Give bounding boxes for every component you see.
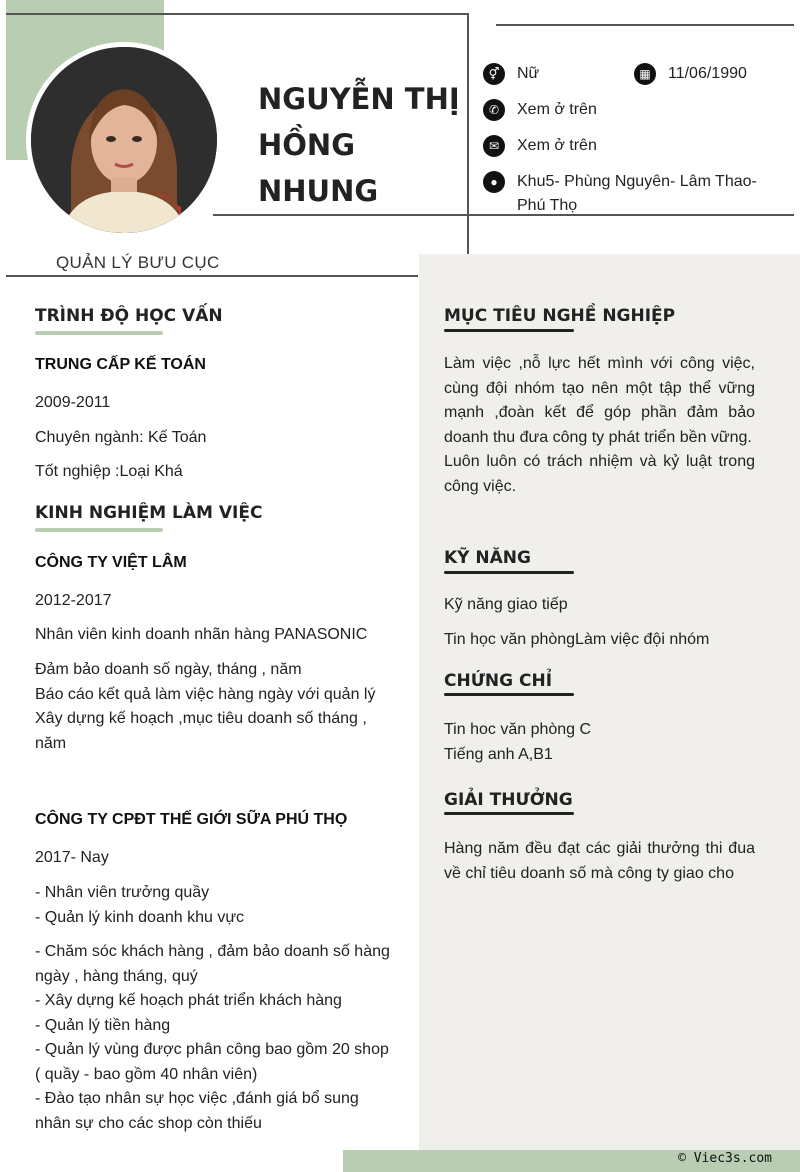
- job-2-role: - Nhân viên trưởng quầy: [35, 884, 210, 901]
- job-1-duty: Xây dựng kế hoạch ,mục tiêu doanh số tháng , năm: [35, 710, 367, 752]
- contact-email: [483, 134, 597, 158]
- objective-paragraph-2: Luôn luôn có trách nhiệm và kỷ luật trong công việc.: [444, 453, 755, 495]
- birthdate-value: 11/06/1990: [668, 65, 747, 82]
- contact-address: [483, 170, 783, 218]
- phone-icon: ✆: [483, 99, 505, 121]
- job-2-duty: - Chăm sóc khách hàng , đảm bảo doanh số hàng ngày , hàng tháng, quý: [35, 943, 390, 985]
- left-header-bottom-line: [6, 275, 418, 277]
- certificates-heading: CHỨNG CHỈ: [444, 671, 553, 691]
- header-top-line: [6, 13, 469, 15]
- objective-text: [444, 352, 755, 499]
- contact-phone: [483, 98, 597, 122]
- avatar: [26, 42, 222, 238]
- copyright-text: © Viec3s.com: [678, 1151, 772, 1166]
- contact-gender: [483, 62, 539, 86]
- job-1-duty: Đảm bảo doanh số ngày, tháng , năm: [35, 661, 302, 678]
- header-vertical-line: [467, 13, 469, 254]
- education-major: Chuyên ngành: Kế Toán: [35, 429, 207, 446]
- experience-heading: KINH NGHIỆM LÀM VIỆC: [35, 503, 263, 523]
- awards-text: Hàng năm đều đạt các giải thưởng thi đua về chỉ tiêu doanh số mà công ty giao cho: [444, 840, 755, 882]
- email-icon: ✉: [483, 135, 505, 157]
- certificate-item: Tin hoc văn phòng C: [444, 721, 592, 738]
- job-1-company: CÔNG TY VIỆT LÂM: [35, 554, 187, 571]
- objective-heading: MỤC TIÊU NGHỀ NGHIỆP: [444, 306, 676, 326]
- location-icon: ●: [483, 171, 505, 193]
- experience-underline: [35, 528, 163, 532]
- job-1-duties: [35, 658, 395, 756]
- education-grade: Tốt nghiệp :Loại Khá: [35, 463, 183, 480]
- contact-top-line: [496, 24, 794, 26]
- skill-item: Tin học văn phòngLàm việc đội nhóm: [444, 631, 710, 648]
- job-2-company: CÔNG TY CPĐT THẾ GIỚI SỮA PHÚ THỌ: [35, 811, 348, 828]
- job-2-duty: - Đào tạo nhân sự học việc ,đánh giá bổ sung nhân sự cho các shop còn thiếu: [35, 1090, 359, 1132]
- gender-icon: ⚥: [483, 63, 505, 85]
- education-period: 2009-2011: [35, 394, 111, 411]
- awards-underline: [444, 812, 574, 815]
- education-heading: TRÌNH ĐỘ HỌC VẤN: [35, 306, 223, 326]
- skills-heading: KỸ NĂNG: [444, 548, 531, 568]
- education-school: TRUNG CẤP KẾ TOÁN: [35, 356, 206, 373]
- certificate-item: Tiếng anh A,B1: [444, 745, 553, 763]
- profile-photo: [31, 47, 217, 233]
- certificates-underline: [444, 693, 574, 696]
- job-1-duty: Báo cáo kết quả làm việc hàng ngày với quản lý: [35, 685, 376, 703]
- objective-paragraph-1: Làm việc ,nỗ lực hết mình với công việc, cùng đội nhóm tạo nên một tập thể vững mạnh ,đoàn kết để góp phần đảm bảo doanh thu đưa công ty phát triển bền vững.: [444, 355, 755, 446]
- job-2-duty: - Quản lý tiền hàng: [35, 1016, 171, 1034]
- skill-item: Kỹ năng giao tiếp: [444, 596, 568, 613]
- job-2-role: - Quản lý kinh doanh khu vực: [35, 908, 245, 926]
- objective-underline: [444, 329, 574, 332]
- job-2-duties: [35, 940, 390, 1136]
- job-2-roles: [35, 881, 395, 930]
- contact-birthdate: [634, 62, 747, 86]
- phone-value: Xem ở trên: [517, 101, 597, 118]
- candidate-name: NGUYỄN THỊ HỒNG NHUNG: [258, 82, 460, 208]
- job-2-duty: - Quản lý vùng được phân công bao gồm 20 shop ( quầy - bao gồm 40 nhân viên): [35, 1041, 389, 1083]
- awards-heading: GIẢI THƯỞNG: [444, 790, 573, 810]
- job-title: QUẢN LÝ BƯU CỤC: [56, 253, 220, 272]
- education-underline: [35, 331, 163, 335]
- job-1-position: Nhân viên kinh doanh nhãn hàng PANASONIC: [35, 626, 368, 643]
- calendar-icon: ▦: [634, 63, 656, 85]
- job-2-duty: - Xây dựng kế hoạch phát triển khách hàng: [35, 992, 342, 1009]
- certificates-list: [444, 718, 591, 767]
- email-value: Xem ở trên: [517, 137, 597, 154]
- gender-value: Nữ: [517, 65, 540, 82]
- job-2-period: 2017- Nay: [35, 849, 109, 866]
- address-value: Khu5- Phùng Nguyên- Lâm Thao- Phú Thọ: [517, 173, 757, 214]
- skills-underline: [444, 571, 574, 574]
- job-1-period: 2012-2017: [35, 592, 112, 609]
